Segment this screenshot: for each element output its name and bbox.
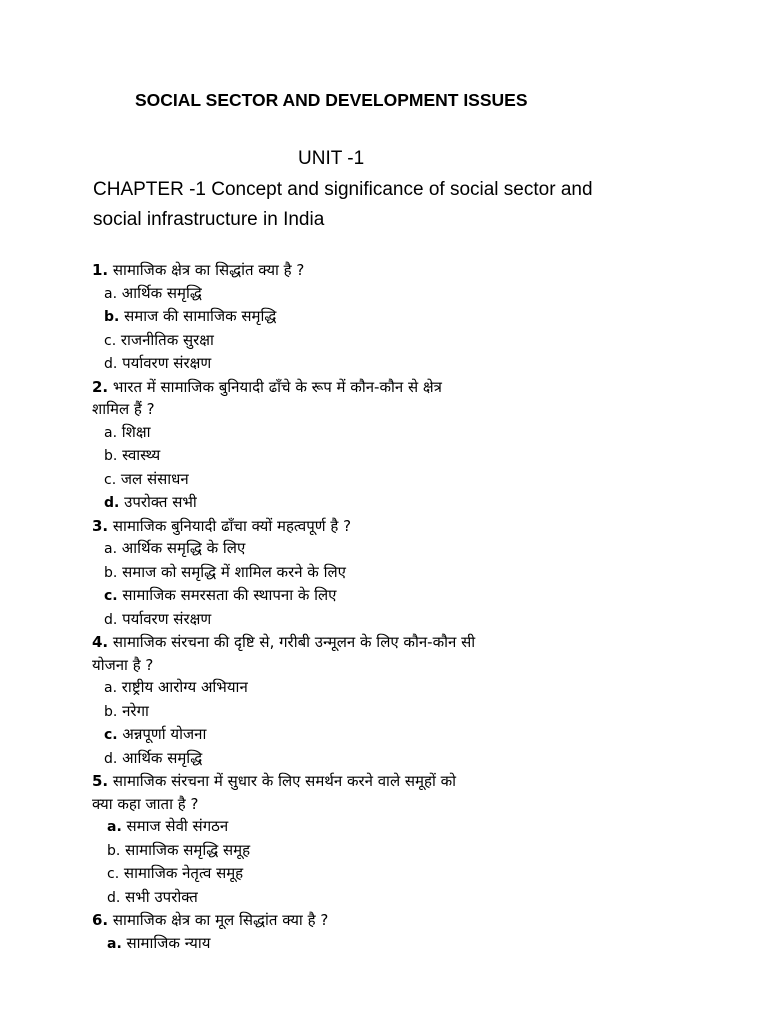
option-text: सामाजिक समरसता की स्थापना के लिए	[117, 586, 337, 604]
answer-option	[92, 352, 672, 376]
question-number: 5.	[92, 772, 109, 790]
question-text-line: सामाजिक संरचना की दृष्टि से, गरीबी उन्मूलन के लिए कौन-कौन सी	[112, 633, 476, 651]
question-number: 1.	[92, 261, 109, 279]
answer-option	[92, 700, 672, 724]
answer-option	[92, 723, 672, 747]
question-text	[92, 631, 672, 654]
option-text: राष्ट्रीय आरोग्य अभियान	[117, 678, 248, 696]
option-text: सामाजिक न्याय	[121, 933, 211, 952]
answer-option	[92, 839, 672, 863]
question-text-line: शामिल हैं ?	[92, 400, 155, 418]
answer-option	[92, 444, 672, 468]
question-number: 2.	[92, 377, 109, 396]
question-text	[92, 770, 672, 793]
answer-option	[92, 747, 672, 771]
question-text	[92, 909, 672, 932]
question-text-line: भारत में सामाजिक बुनियादी ढाँचे के रूप में कौन-कौन से क्षेत्र	[112, 377, 442, 396]
question-text-line: योजना है ?	[92, 655, 154, 674]
answer-option	[92, 329, 672, 353]
question-item	[92, 770, 672, 909]
answer-option	[92, 608, 672, 632]
question-text-line: सामाजिक क्षेत्र का सिद्धांत क्या है ?	[112, 261, 305, 279]
document-title: SOCIAL SECTOR AND DEVELOPMENT ISSUES	[135, 90, 528, 110]
answer-option	[92, 862, 672, 886]
option-letter: b.	[107, 842, 121, 859]
option-letter: a.	[104, 680, 118, 696]
question-text-line: क्या कहा जाता है ?	[92, 794, 199, 813]
question-text-line: सामाजिक बुनियादी ढाँचा क्यों महत्वपूर्ण है ?	[112, 516, 352, 535]
option-letter: d.	[104, 750, 118, 767]
option-letter: a.	[104, 541, 118, 557]
option-text: अन्नपूर्णा योजना	[117, 725, 207, 743]
option-letter: c.	[107, 866, 120, 882]
option-text: आर्थिक समृद्धि	[117, 283, 202, 302]
question-text	[92, 259, 672, 282]
answer-option	[92, 421, 672, 445]
question-text-line: सामाजिक क्षेत्र का मूल सिद्धांत क्या है ?	[112, 911, 329, 929]
answer-option	[92, 932, 672, 956]
question-text	[92, 793, 672, 816]
option-text: शिक्षा	[117, 422, 151, 441]
option-text: सामाजिक समृद्धि समूह	[120, 840, 251, 859]
option-letter: d.	[104, 495, 120, 511]
answer-option	[92, 305, 672, 329]
question-item	[92, 515, 672, 632]
option-letter: b.	[104, 309, 120, 325]
option-letter: a.	[107, 935, 122, 952]
option-letter: c.	[104, 727, 118, 743]
option-letter: c.	[104, 588, 118, 604]
question-list	[92, 259, 672, 955]
answer-option	[92, 491, 672, 515]
option-text: पर्यावरण संरक्षण	[117, 609, 212, 628]
chapter-heading	[93, 175, 693, 235]
question-item	[92, 259, 672, 376]
chapter-line-1: CHAPTER -1 Concept and significance of social sector and	[93, 179, 593, 200]
option-text: पर्यावरण संरक्षण	[117, 354, 212, 372]
question-text	[92, 398, 672, 421]
option-letter: b.	[104, 448, 118, 464]
option-text: स्वास्थ्य	[117, 446, 161, 464]
option-letter: c.	[104, 471, 117, 488]
option-letter: b.	[104, 564, 118, 581]
option-text: जल संसाधन	[116, 469, 189, 488]
option-letter: b.	[104, 703, 118, 720]
option-text: समाज की सामाजिक समृद्धि	[119, 307, 277, 325]
option-text: समाज को समृद्धि में शामिल करने के लिए	[117, 562, 346, 581]
option-letter: c.	[104, 332, 117, 349]
option-text: राजनीतिक सुरक्षा	[116, 330, 214, 349]
answer-option	[92, 584, 672, 608]
question-number: 3.	[92, 516, 109, 535]
option-text: सामाजिक नेतृत्व समूह	[119, 864, 244, 882]
question-item	[92, 631, 672, 770]
question-text-line: सामाजिक संरचना में सुधार के लिए समर्थन करने वाले समूहों को	[112, 772, 457, 790]
option-text: आर्थिक समृद्धि	[117, 748, 203, 767]
option-letter: a.	[104, 285, 118, 302]
question-item	[92, 376, 672, 515]
answer-option	[92, 886, 672, 910]
question-item	[92, 909, 672, 955]
option-text: आर्थिक समृद्धि के लिए	[117, 539, 246, 557]
question-text	[92, 654, 672, 677]
answer-option	[92, 282, 672, 306]
answer-option	[92, 468, 672, 492]
option-letter: a.	[107, 819, 122, 835]
unit-heading: UNIT -1	[298, 148, 365, 169]
option-text: समाज सेवी संगठन	[121, 817, 229, 835]
option-text: नरेगा	[117, 701, 149, 720]
chapter-line-2: social infrastructure in India	[93, 209, 325, 230]
option-letter: d.	[104, 611, 118, 628]
option-letter: a.	[104, 424, 118, 441]
option-text: उपरोक्त सभी	[119, 493, 197, 511]
question-text	[92, 376, 672, 399]
option-text: सभी उपरोक्त	[120, 887, 198, 906]
answer-option	[92, 561, 672, 585]
option-letter: d.	[107, 889, 121, 906]
question-text	[92, 515, 672, 538]
option-letter: d.	[104, 356, 118, 372]
answer-option	[92, 676, 672, 700]
answer-option	[92, 537, 672, 561]
question-number: 6.	[92, 911, 109, 929]
question-number: 4.	[92, 633, 109, 651]
answer-option	[92, 815, 672, 839]
